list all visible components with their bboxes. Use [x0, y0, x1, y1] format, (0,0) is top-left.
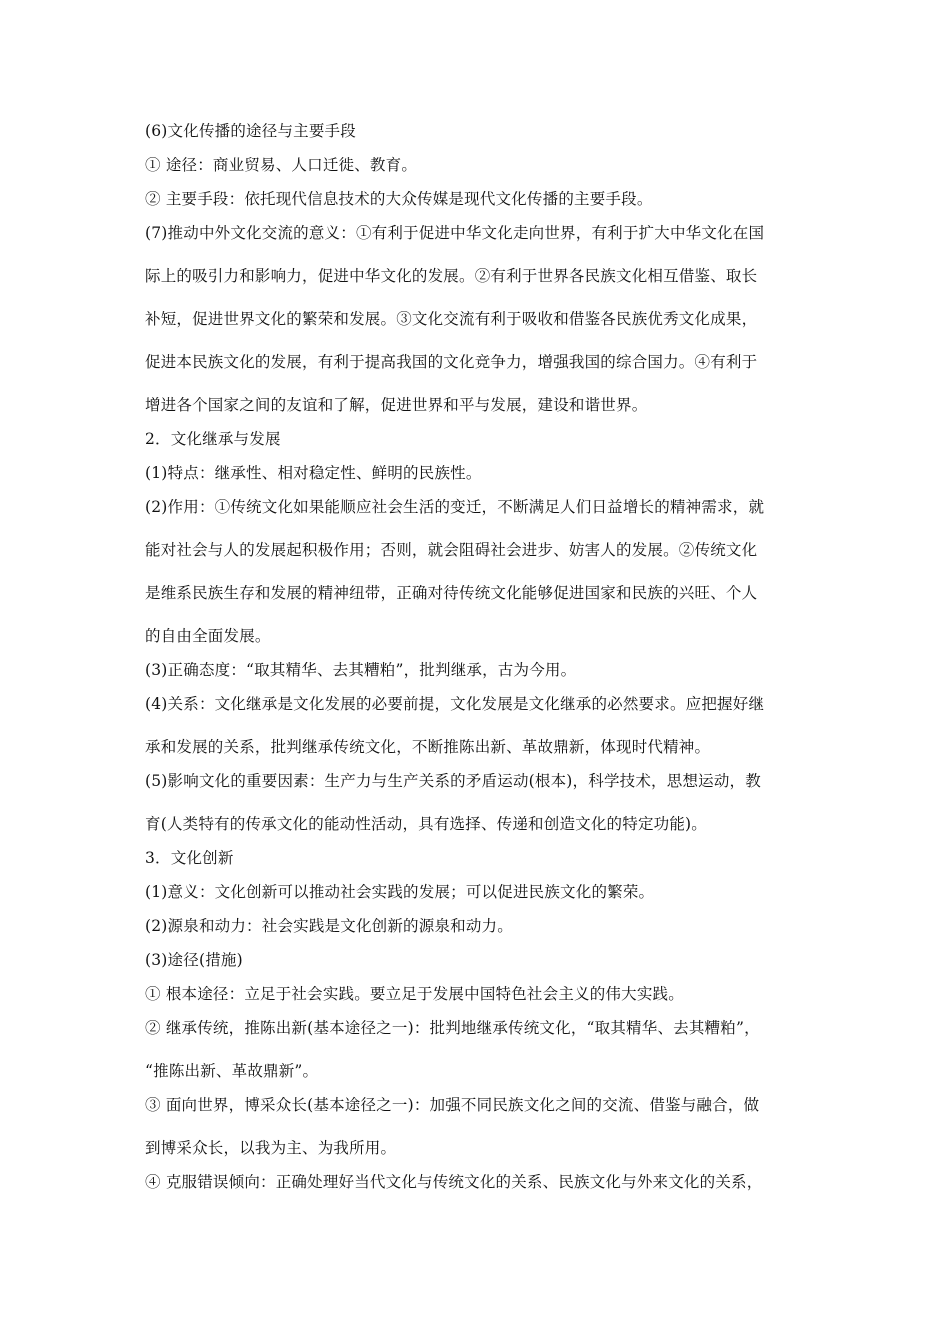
text-line: ② 继承传统，推陈出新(基本途径之一)：批判地继承传统文化，“取其精华、去其糟粕”， — [145, 1019, 760, 1037]
text-line: 能对社会与人的发展起积极作用；否则，就会阻碍社会进步、妨害人的发展。②传统文化 — [145, 541, 758, 559]
text-line: 增进各个国家之间的友谊和了解，促进世界和平与发展，建设和谐世界。 — [145, 396, 648, 414]
text-line: 是维系民族生存和发展的精神纽带，正确对待传统文化能够促进国家和民族的兴旺、个人 — [145, 584, 758, 602]
text-line: 促进本民族文化的发展，有利于提高我国的文化竞争力，增强我国的综合国力。④有利于 — [145, 353, 758, 371]
text-line: 育(人类特有的传承文化的能动性活动，具有选择、传递和创造文化的特定功能)。 — [145, 815, 707, 833]
text-line: 际上的吸引力和影响力，促进中华文化的发展。②有利于世界各民族文化相互借鉴、取长 — [145, 267, 758, 285]
text-line: 到博采众长，以我为主、为我所用。 — [145, 1139, 397, 1157]
text-line: 补短，促进世界文化的繁荣和发展。③文化交流有利于吸收和借鉴各民族优秀文化成果， — [145, 310, 758, 328]
text-line: (2)源泉和动力：社会实践是文化创新的源泉和动力。 — [145, 917, 513, 935]
text-line: (5)影响文化的重要因素：生产力与生产关系的矛盾运动(根本)，科学技术，思想运动，教 — [145, 772, 761, 790]
text-line: “推陈出新、革故鼎新”。 — [145, 1062, 319, 1080]
section-heading-innovation: 3．文化创新 — [145, 849, 234, 867]
document-body — [145, 120, 810, 1205]
text-line: 的自由全面发展。 — [145, 627, 271, 645]
text-line: (3)正确态度：“取其精华、去其糟粕”，批判继承，古为今用。 — [145, 661, 577, 679]
text-line: ① 根本途径：立足于社会实践。要立足于发展中国特色社会主义的伟大实践。 — [145, 985, 684, 1003]
text-line: ③ 面向世界，博采众长(基本途径之一)：加强不同民族文化之间的交流、借鉴与融合，做 — [145, 1096, 760, 1114]
text-line: (1)特点：继承性、相对稳定性、鲜明的民族性。 — [145, 464, 482, 482]
text-line: ① 途径：商业贸易、人口迁徙、教育。 — [145, 156, 418, 174]
text-line: ② 主要手段：依托现代信息技术的大众传媒是现代文化传播的主要手段。 — [145, 190, 653, 208]
text-line: (2)作用：①传统文化如果能顺应社会生活的变迁，不断满足人们日益增长的精神需求，就 — [145, 498, 765, 516]
text-line: (1)意义：文化创新可以推动社会实践的发展；可以促进民族文化的繁荣。 — [145, 883, 655, 901]
section-heading-inheritance: 2．文化继承与发展 — [145, 430, 281, 448]
text-line: ④ 克服错误倾向：正确处理好当代文化与传统文化的关系、民族文化与外来文化的关系， — [145, 1173, 763, 1191]
heading-cultural-transmission-means: (6)文化传播的途径与主要手段 — [145, 122, 356, 140]
text-line: 承和发展的关系，批判继承传统文化，不断推陈出新、革故鼎新，体现时代精神。 — [145, 738, 711, 756]
text-line: (3)途径(措施) — [145, 951, 243, 969]
text-line: (4)关系：文化继承是文化发展的必要前提，文化发展是文化继承的必然要求。应把握好继 — [145, 695, 765, 713]
text-line: (7)推动中外文化交流的意义：①有利于促进中华文化走向世界，有利于扩大中华文化在国 — [145, 224, 765, 242]
